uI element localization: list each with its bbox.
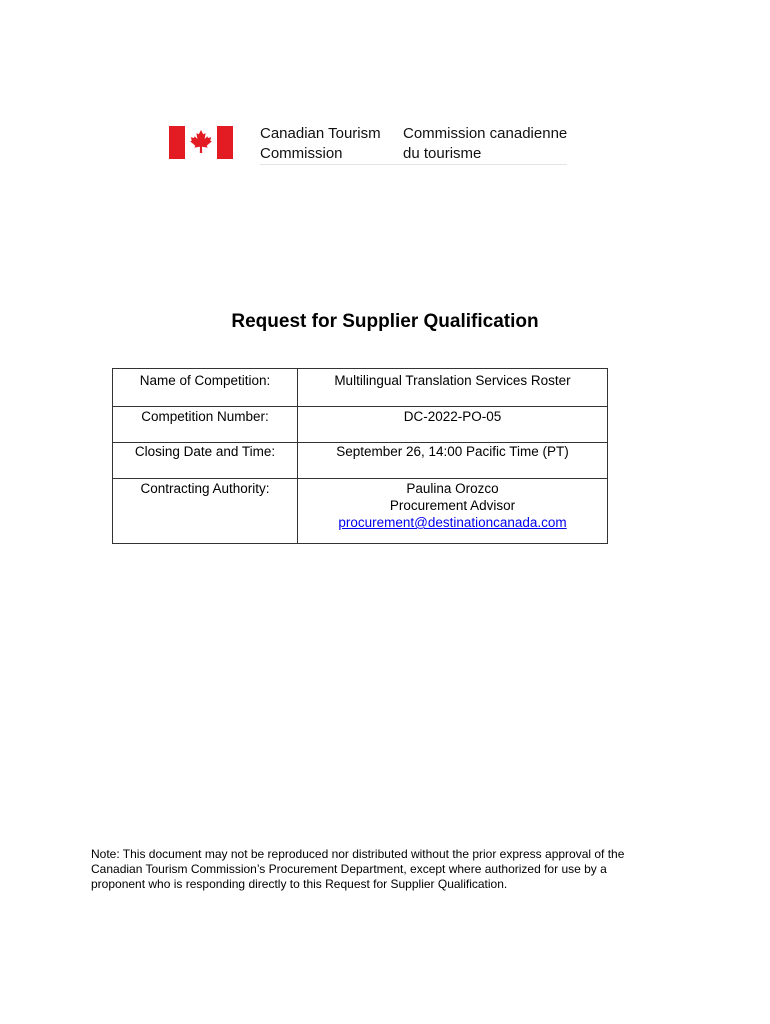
contact-email-link[interactable]: procurement@destinationcanada.com bbox=[338, 515, 567, 530]
table-row bbox=[113, 479, 608, 544]
header-divider bbox=[260, 164, 567, 165]
organization-name-english bbox=[260, 124, 381, 164]
canada-flag-icon bbox=[169, 126, 233, 159]
organization-header bbox=[169, 121, 569, 165]
document-title: Request for Supplier Qualification bbox=[231, 311, 539, 332]
org-name-en-line1: Canadian Tourism bbox=[260, 125, 381, 142]
reproduction-note bbox=[91, 847, 671, 892]
competition-number-value: DC-2022-PO-05 bbox=[298, 407, 608, 443]
contact-name: Paulina Orozco bbox=[406, 481, 499, 496]
table-row bbox=[113, 369, 608, 407]
closing-date-label: Closing Date and Time: bbox=[113, 443, 298, 479]
table-row bbox=[113, 443, 608, 479]
contracting-authority-value bbox=[298, 479, 608, 544]
competition-info-table bbox=[112, 368, 608, 544]
note-line3: proponent who is responding directly to this Request for Supplier Qualification. bbox=[91, 877, 508, 891]
competition-name-label: Name of Competition: bbox=[113, 369, 298, 407]
closing-date-value: September 26, 14:00 Pacific Time (PT) bbox=[298, 443, 608, 479]
org-name-en-line2: Commission bbox=[260, 145, 343, 162]
note-line1: Note: This document may not be reproduced nor distributed without the prior express approval of the bbox=[91, 847, 625, 861]
competition-number-label: Competition Number: bbox=[113, 407, 298, 443]
contact-role: Procurement Advisor bbox=[389, 498, 516, 513]
org-name-fr-line1: Commission canadienne bbox=[403, 125, 568, 142]
competition-name-value: Multilingual Translation Services Roster bbox=[298, 369, 608, 407]
org-name-fr-line2: du tourisme bbox=[403, 145, 482, 162]
table-row bbox=[113, 407, 608, 443]
note-line2: Canadian Tourism Commission’s Procurement Department, except where authorized for use by a bbox=[91, 862, 607, 876]
organization-name-french bbox=[403, 124, 567, 164]
contracting-authority-label: Contracting Authority: bbox=[113, 479, 298, 544]
